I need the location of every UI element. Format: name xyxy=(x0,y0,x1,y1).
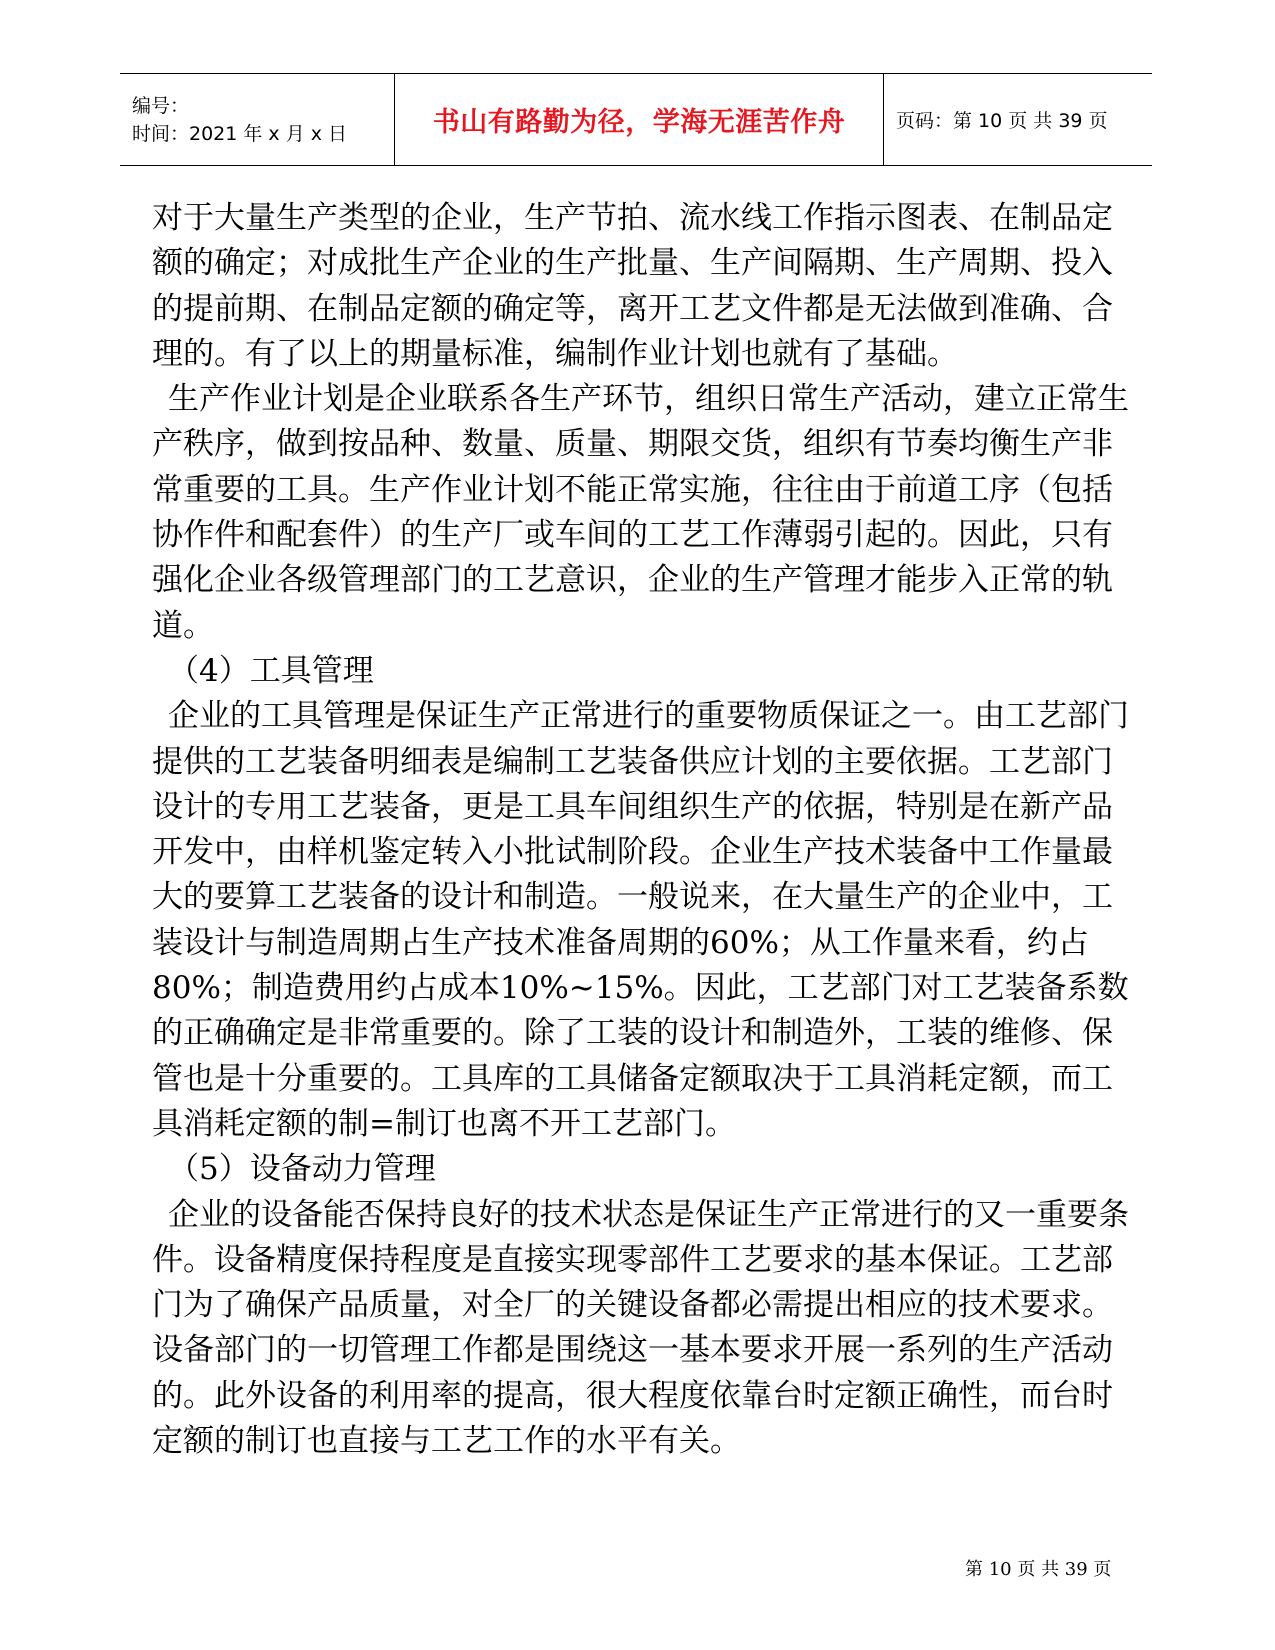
section-heading: （4）工具管理 xyxy=(168,652,374,689)
document-time-label: 时间：2021 年 x 月 x 日 xyxy=(132,122,348,145)
header-meta xyxy=(120,74,395,166)
document-body xyxy=(152,196,1142,1464)
paragraph: 对于大量生产类型的企业，生产节拍、流水线工作指示图表、在制品定额的确定；对成批生产企业的生产批量、生产间隔期、生产周期、投入的提前期、在制品定额的确定等，离开工艺文件都是无法做到准确、合理的。有了以上的期量标准，编制作业计划也就有了基础。 xyxy=(152,200,1113,372)
header-page-number: 页码：第 10 页 共 39 页 xyxy=(884,74,1153,166)
paragraph: 生产作业计划是企业联系各生产环节，组织日常生产活动，建立正常生产秩序，做到按品种、数量、质量、期限交货，组织有节奏均衡生产非常重要的工具。生产作业计划不能正常实施，往往由于前道工序（包括协作件和配套件）的生产厂或车间的工艺工作薄弱引起的。因此，只有强化企业各级管理部门的工艺意识，企业的生产管理才能步入正常的轨道。 xyxy=(152,381,1129,644)
page-footer: 第 10 页 共 39 页 xyxy=(965,1559,1112,1580)
paragraph: 企业的设备能否保持良好的技术状态是保证生产正常进行的又一重要条件。设备精度保持程度是直接实现零部件工艺要求的基本保证。工艺部门为了确保产品质量，对全厂的关键设备都必需提出相应的技术要求。设备部门的一切管理工作都是围绕这一基本要求开展一系列的生产活动的。此外设备的利用率的提高，很大程度依靠台时定额正确性，而台时定额的制订也直接与工艺工作的水平有关。 xyxy=(152,1196,1129,1460)
page-header xyxy=(120,73,1152,166)
section-heading: （5）设备动力管理 xyxy=(168,1151,436,1188)
paragraph: 企业的工具管理是保证生产正常进行的重要物质保证之一。由工艺部门提供的工艺装备明细表是编制工艺装备供应计划的主要依据。工艺部门设计的专用工艺装备，更是工具车间组织生产的依据，特别是在新产品开发中，由样机鉴定转入小批试制阶段。企业生产技术装备中工作量最大的要算工艺装备的设计和制造。一般说来，在大量生产的企业中，工装设计与制造周期占生产技术准备周期的60%；从工作量来看，约占80%；制造费用约占成本10%~15%。因此，工艺部门对工艺装备系数的正确确定是非常重要的。除了工装的设计和制造外，工装的维修、保管也是十分重要的。工具库的工具储备定额取决于工具消耗定额，而工具消耗定额的制=制订也离不开工艺部门。 xyxy=(152,698,1129,1142)
header-motto: 书山有路勤为径，学海无涯苦作舟 xyxy=(395,74,884,166)
document-number-label: 编号： xyxy=(132,94,190,117)
